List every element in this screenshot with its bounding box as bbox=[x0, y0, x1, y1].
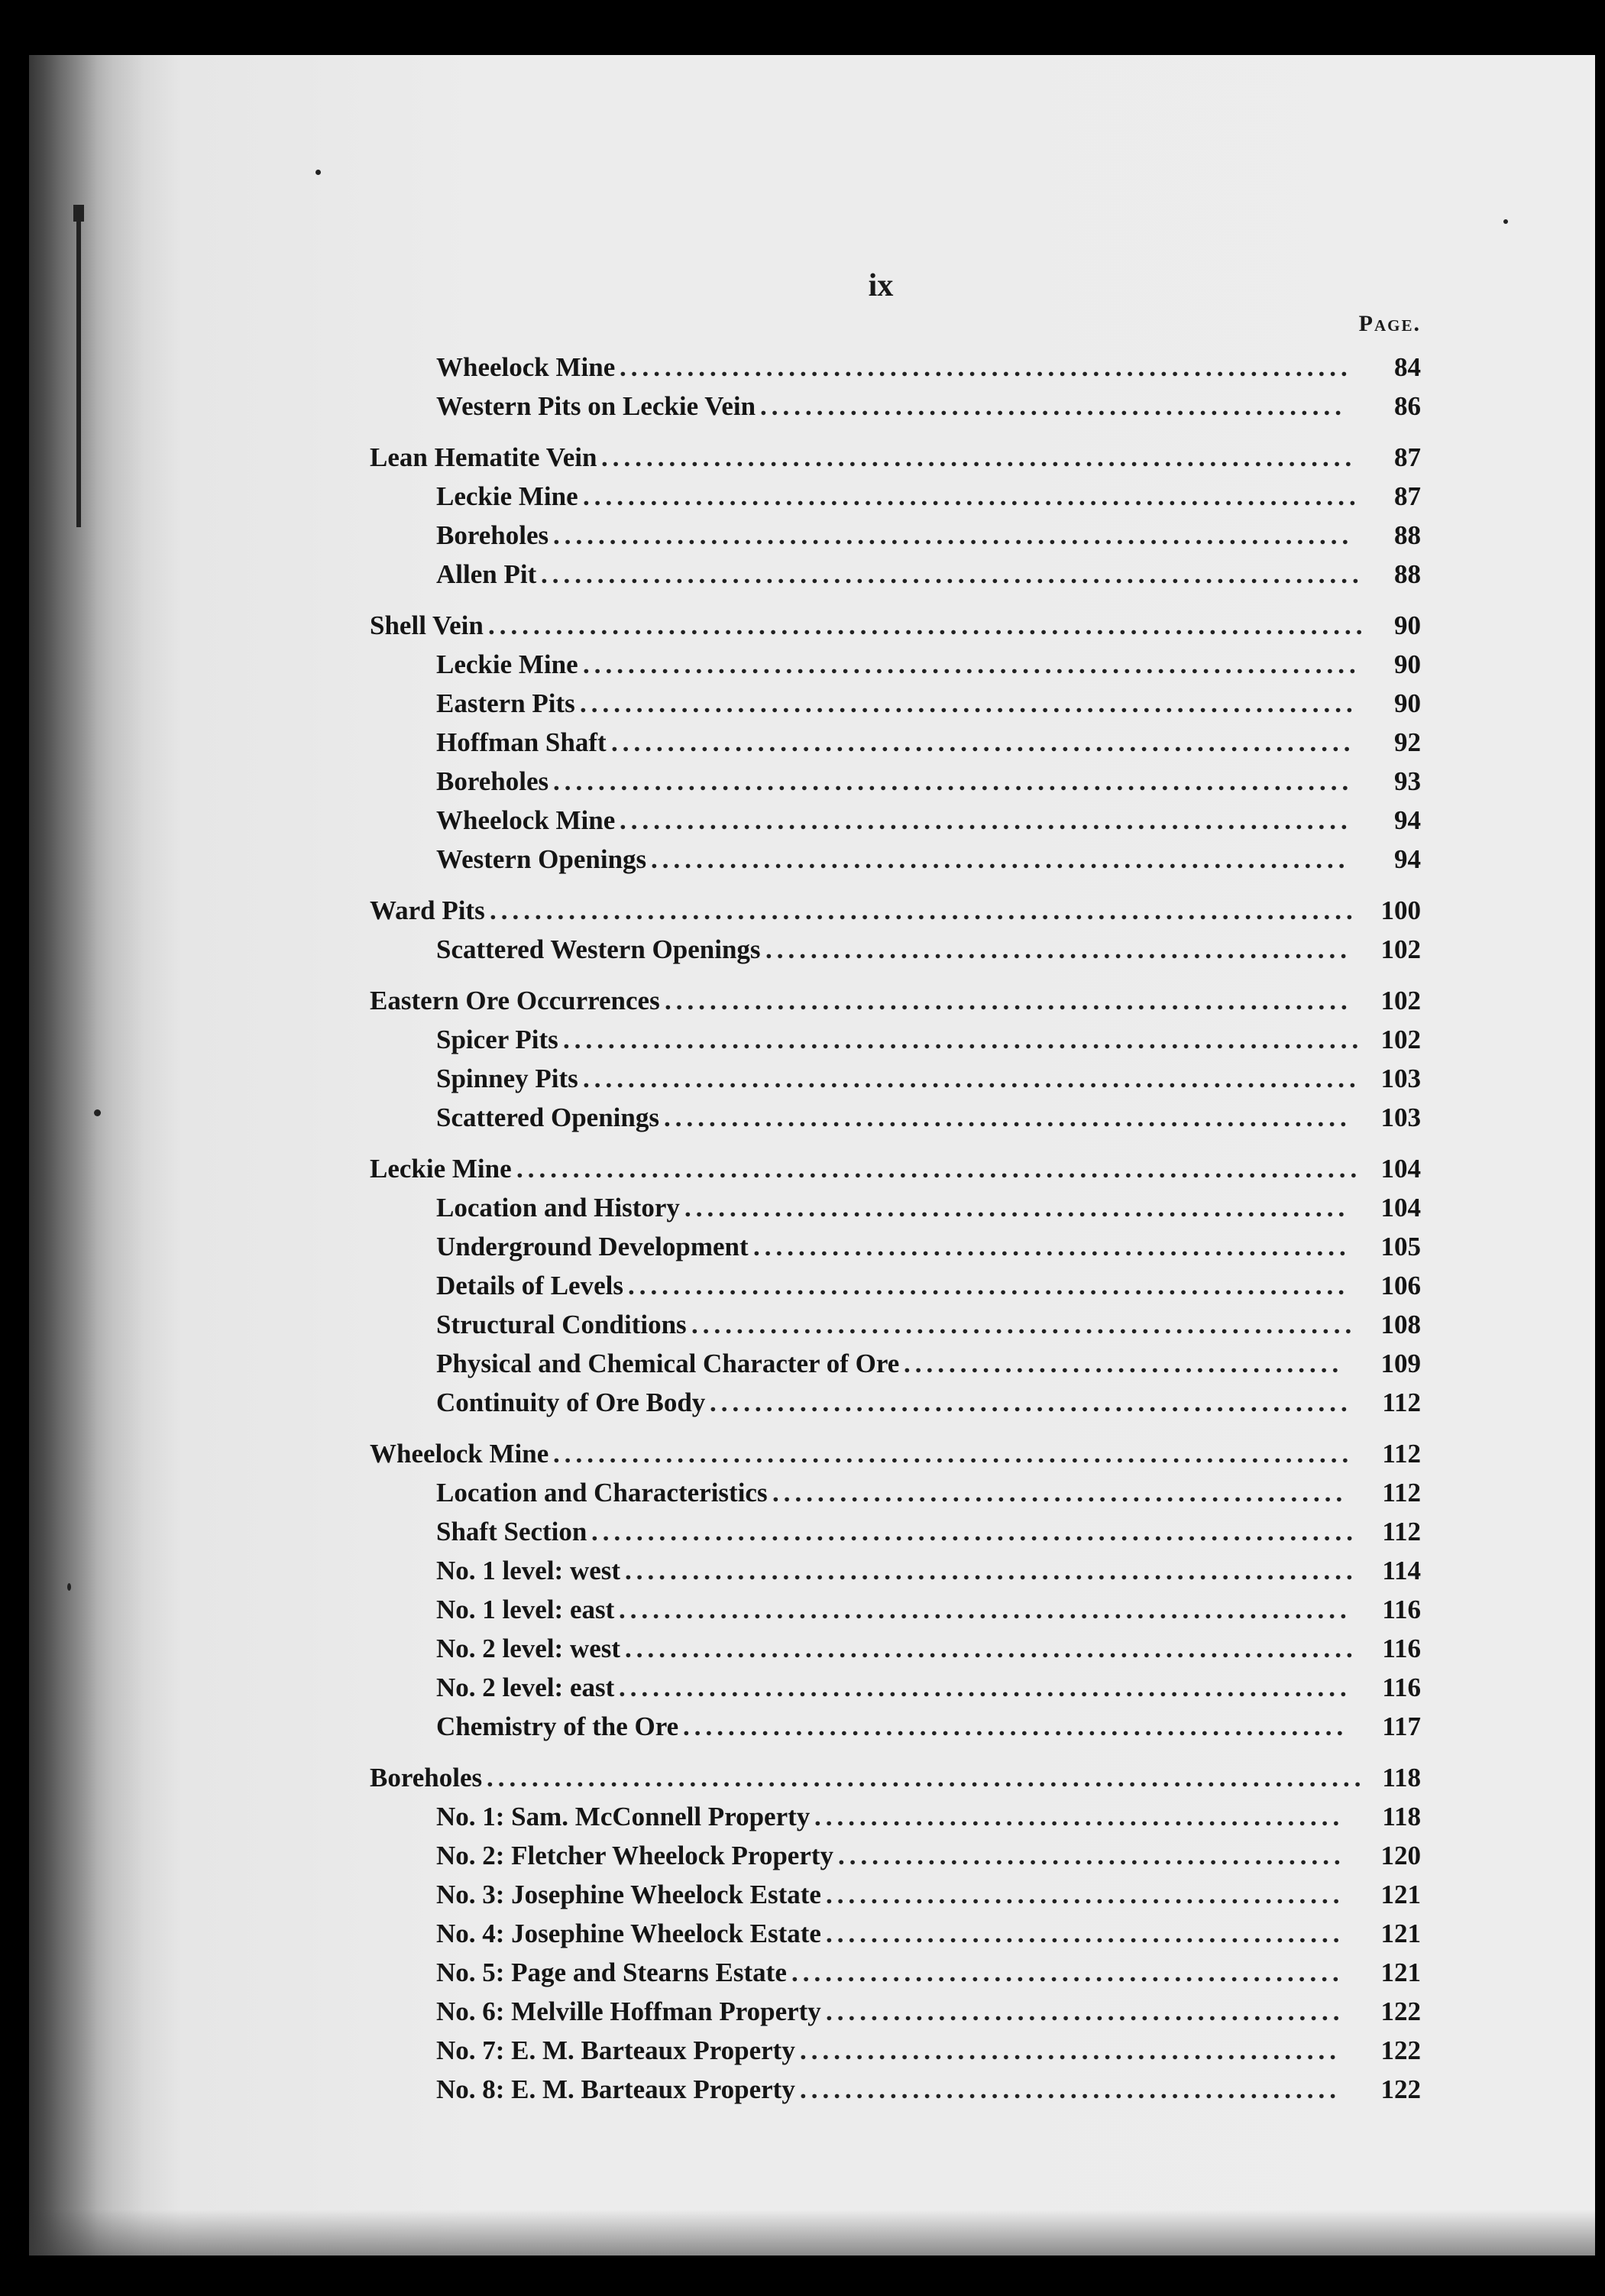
toc-entry bbox=[29, 1473, 1595, 1512]
toc-entry-title: Wheelock Mine bbox=[370, 1439, 549, 1469]
table-of-contents bbox=[29, 348, 1595, 2109]
toc-entry bbox=[29, 477, 1595, 516]
toc-entry-title: Chemistry of the Ore bbox=[436, 1711, 679, 1741]
toc-leader-dots: ........................................................... bbox=[684, 1193, 1350, 1222]
toc-leader-dots: ..................................................................... bbox=[580, 688, 1357, 718]
toc-entry-page: 88 bbox=[1394, 520, 1421, 550]
toc-entry-page: 116 bbox=[1382, 1673, 1421, 1702]
toc-leader-dots: .................................................................. bbox=[611, 727, 1355, 757]
toc-entry bbox=[29, 1188, 1595, 1227]
toc-entry bbox=[29, 1149, 1595, 1188]
spine-mark bbox=[73, 205, 84, 222]
toc-leader-dots: ..................................................... bbox=[753, 1232, 1351, 1261]
toc-entry-page: 121 bbox=[1380, 1919, 1421, 1948]
toc-leader-dots: ................................................................. bbox=[619, 1595, 1351, 1624]
toc-entry-title: Scattered Openings bbox=[436, 1103, 659, 1132]
toc-entry bbox=[29, 801, 1595, 840]
toc-entry-page: 87 bbox=[1394, 481, 1421, 511]
toc-entry bbox=[29, 1629, 1595, 1668]
toc-leader-dots: ............................................................. bbox=[665, 986, 1352, 1015]
toc-entry bbox=[29, 1383, 1595, 1422]
toc-entry bbox=[29, 1098, 1595, 1137]
toc-entry-title: Location and History bbox=[436, 1193, 680, 1222]
toc-entry bbox=[29, 1059, 1595, 1098]
toc-entry-title: No. 1 level: east bbox=[436, 1595, 615, 1624]
toc-entry-page: 84 bbox=[1394, 352, 1421, 382]
toc-leader-dots: ................................................. bbox=[791, 1958, 1344, 1987]
toc-entry-title: Shell Vein bbox=[370, 610, 484, 640]
toc-entry-title: Eastern Pits bbox=[436, 688, 575, 718]
toc-entry-title: Boreholes bbox=[436, 520, 549, 550]
toc-entry bbox=[29, 840, 1595, 879]
toc-entry bbox=[29, 1434, 1595, 1473]
toc-entry-title: No. 1: Sam. McConnell Property bbox=[436, 1802, 811, 1831]
toc-leader-dots: ............................................................................. bbox=[490, 895, 1357, 925]
toc-entry bbox=[29, 438, 1595, 477]
toc-entry-title: Location and Characteristics bbox=[436, 1478, 768, 1507]
toc-entry-page: 117 bbox=[1382, 1711, 1421, 1741]
toc-entry-title: Allen Pit bbox=[436, 559, 537, 589]
toc-leader-dots: .............................................................. bbox=[651, 844, 1350, 874]
toc-entry-title: Underground Development bbox=[436, 1232, 749, 1261]
toc-entry-title: Wheelock Mine bbox=[436, 805, 616, 835]
toc-entry-title: Shaft Section bbox=[436, 1517, 587, 1546]
toc-entry-title: Leckie Mine bbox=[370, 1154, 512, 1184]
toc-entry-page: 108 bbox=[1380, 1310, 1421, 1339]
toc-entry bbox=[29, 1590, 1595, 1629]
toc-entry-title: No. 5: Page and Stearns Estate bbox=[436, 1958, 787, 1987]
toc-entry-title: No. 3: Josephine Wheelock Estate bbox=[436, 1880, 821, 1909]
toc-entry-page: 116 bbox=[1382, 1595, 1421, 1624]
toc-entry-page: 106 bbox=[1380, 1271, 1421, 1300]
toc-entry bbox=[29, 1758, 1595, 1797]
toc-leader-dots: ................................................................... bbox=[601, 442, 1357, 472]
toc-entry-title: Scattered Western Openings bbox=[436, 934, 761, 964]
toc-leader-dots: .............................................. bbox=[826, 1919, 1345, 1948]
toc-entry bbox=[29, 762, 1595, 801]
toc-entry-page: 92 bbox=[1394, 727, 1421, 757]
toc-entry-title: Spinney Pits bbox=[436, 1064, 578, 1093]
toc-entry-title: Continuity of Ore Body bbox=[436, 1388, 706, 1417]
toc-leader-dots: ............................................... bbox=[814, 1802, 1345, 1831]
toc-entry bbox=[29, 1344, 1595, 1383]
page-number: ix bbox=[868, 268, 894, 303]
toc-leader-dots: ....................................................................... bbox=[553, 766, 1354, 796]
toc-entry-title: No. 6: Melville Hoffman Property bbox=[436, 1996, 821, 2026]
toc-leader-dots: ......................................................... bbox=[710, 1388, 1352, 1417]
toc-entry-title: Structural Conditions bbox=[436, 1310, 687, 1339]
toc-entry-title: Hoffman Shaft bbox=[436, 727, 607, 757]
toc-leader-dots: ........................................................... bbox=[691, 1310, 1357, 1339]
toc-leader-dots: ................................................................. bbox=[620, 352, 1352, 382]
toc-entry-title: Lean Hematite Vein bbox=[370, 442, 597, 472]
toc-entry bbox=[29, 516, 1595, 555]
toc-leader-dots: ................................................................. bbox=[625, 1556, 1357, 1585]
toc-leader-dots: ................................................... bbox=[772, 1478, 1348, 1507]
toc-entry bbox=[29, 645, 1595, 684]
toc-entry-page: 105 bbox=[1380, 1232, 1421, 1261]
toc-entry-page: 103 bbox=[1380, 1103, 1421, 1132]
toc-entry-page: 87 bbox=[1394, 442, 1421, 472]
toc-entry bbox=[29, 1953, 1595, 1992]
toc-entry-page: 93 bbox=[1394, 766, 1421, 796]
toc-entry bbox=[29, 1020, 1595, 1059]
toc-entry-page: 122 bbox=[1380, 2035, 1421, 2065]
toc-leader-dots: .............................................................................. bbox=[488, 610, 1367, 640]
toc-entry-page: 90 bbox=[1394, 610, 1421, 640]
toc-entry bbox=[29, 1266, 1595, 1305]
toc-leader-dots: ..................................................................... bbox=[583, 649, 1361, 679]
page-column-heading: Page. bbox=[1358, 311, 1421, 336]
scan-speck bbox=[1503, 219, 1508, 224]
toc-leader-dots: .............................................................................. bbox=[487, 1763, 1366, 1792]
toc-leader-dots: ................................................................ bbox=[628, 1271, 1349, 1300]
toc-entry bbox=[29, 1797, 1595, 1836]
toc-entry bbox=[29, 684, 1595, 723]
toc-leader-dots: ................................................ bbox=[800, 2035, 1341, 2065]
toc-entry-page: 86 bbox=[1394, 391, 1421, 421]
toc-entry bbox=[29, 723, 1595, 762]
toc-entry bbox=[29, 981, 1595, 1020]
toc-entry-page: 112 bbox=[1382, 1439, 1421, 1469]
toc-entry bbox=[29, 891, 1595, 930]
toc-entry bbox=[29, 1668, 1595, 1707]
toc-entry-title: No. 8: E. M. Barteaux Property bbox=[436, 2074, 795, 2104]
toc-entry-title: Western Pits on Leckie Vein bbox=[436, 391, 756, 421]
toc-entry-title: No. 7: E. M. Barteaux Property bbox=[436, 2035, 795, 2065]
toc-entry bbox=[29, 1227, 1595, 1266]
toc-entry bbox=[29, 348, 1595, 387]
toc-entry bbox=[29, 1707, 1595, 1746]
toc-leader-dots: ....................................................................... bbox=[553, 1439, 1354, 1469]
toc-entry-page: 103 bbox=[1380, 1064, 1421, 1093]
toc-entry bbox=[29, 1914, 1595, 1953]
toc-entry-page: 102 bbox=[1380, 986, 1421, 1015]
toc-entry-title: Eastern Ore Occurrences bbox=[370, 986, 660, 1015]
toc-entry-page: 120 bbox=[1380, 1841, 1421, 1870]
toc-entry bbox=[29, 387, 1595, 426]
toc-entry bbox=[29, 1305, 1595, 1344]
toc-leader-dots: ............................................. bbox=[838, 1841, 1345, 1870]
toc-entry bbox=[29, 1992, 1595, 2031]
toc-entry bbox=[29, 555, 1595, 594]
toc-entry-page: 121 bbox=[1380, 1958, 1421, 1987]
scan-speck bbox=[315, 170, 321, 175]
toc-entry-page: 112 bbox=[1382, 1388, 1421, 1417]
toc-entry-page: 104 bbox=[1380, 1154, 1421, 1184]
toc-entry-title: No. 1 level: west bbox=[436, 1556, 621, 1585]
toc-entry-title: Western Openings bbox=[436, 844, 647, 874]
toc-entry-page: 90 bbox=[1394, 688, 1421, 718]
toc-leader-dots: ..................................................................... bbox=[583, 1064, 1361, 1093]
toc-entry-title: Spicer Pits bbox=[436, 1025, 558, 1054]
toc-entry-page: 121 bbox=[1380, 1880, 1421, 1909]
toc-leader-dots: ....................................................................... bbox=[553, 520, 1354, 550]
toc-entry bbox=[29, 606, 1595, 645]
toc-leader-dots: ............................................................. bbox=[664, 1103, 1351, 1132]
toc-entry-page: 100 bbox=[1380, 895, 1421, 925]
toc-leader-dots: ..................................................................... bbox=[583, 481, 1361, 511]
toc-leader-dots: ................................................................. bbox=[620, 805, 1352, 835]
toc-leader-dots: ....................................................................... bbox=[563, 1025, 1364, 1054]
toc-leader-dots: .............................................. bbox=[826, 1880, 1345, 1909]
toc-entry-page: 94 bbox=[1394, 844, 1421, 874]
book-page bbox=[29, 55, 1595, 2256]
toc-entry-page: 104 bbox=[1380, 1193, 1421, 1222]
toc-entry-page: 102 bbox=[1380, 1025, 1421, 1054]
toc-leader-dots: .................................................... bbox=[760, 391, 1346, 421]
toc-entry-title: Boreholes bbox=[370, 1763, 483, 1792]
toc-entry-page: 90 bbox=[1394, 649, 1421, 679]
toc-entry-title: Leckie Mine bbox=[436, 481, 578, 511]
toc-entry-title: Ward Pits bbox=[370, 895, 485, 925]
toc-entry-page: 88 bbox=[1394, 559, 1421, 589]
toc-leader-dots: .................................................................... bbox=[591, 1517, 1357, 1546]
toc-leader-dots: .............................................. bbox=[826, 1996, 1345, 2026]
toc-entry-page: 114 bbox=[1382, 1556, 1421, 1585]
toc-entry-title: No. 2 level: east bbox=[436, 1673, 615, 1702]
toc-entry bbox=[29, 1836, 1595, 1875]
toc-entry bbox=[29, 1875, 1595, 1914]
toc-entry-title: Physical and Chemical Character of Ore bbox=[436, 1349, 900, 1378]
toc-entry-title: Boreholes bbox=[436, 766, 549, 796]
toc-entry-page: 122 bbox=[1380, 1996, 1421, 2026]
toc-entry-page: 118 bbox=[1382, 1802, 1421, 1831]
toc-entry-title: No. 4: Josephine Wheelock Estate bbox=[436, 1919, 821, 1948]
toc-entry bbox=[29, 1512, 1595, 1551]
toc-leader-dots: ................................................ bbox=[800, 2074, 1341, 2104]
toc-entry-page: 109 bbox=[1380, 1349, 1421, 1378]
toc-entry-page: 116 bbox=[1382, 1634, 1421, 1663]
toc-entry-title: Wheelock Mine bbox=[436, 352, 616, 382]
toc-entry bbox=[29, 930, 1595, 969]
toc-leader-dots: .................................................... bbox=[765, 934, 1351, 964]
toc-entry-page: 112 bbox=[1382, 1517, 1421, 1546]
toc-entry-title: Leckie Mine bbox=[436, 649, 578, 679]
toc-entry-page: 122 bbox=[1380, 2074, 1421, 2104]
toc-entry bbox=[29, 2070, 1595, 2109]
toc-entry bbox=[29, 1551, 1595, 1590]
toc-leader-dots: ......................................................................... bbox=[541, 559, 1364, 589]
toc-leader-dots: ....................................... bbox=[904, 1349, 1344, 1378]
toc-leader-dots: ................................................................. bbox=[619, 1673, 1351, 1702]
toc-entry-page: 94 bbox=[1394, 805, 1421, 835]
toc-entry-page: 118 bbox=[1382, 1763, 1421, 1792]
toc-entry bbox=[29, 2031, 1595, 2070]
toc-leader-dots: ........................................................... bbox=[683, 1711, 1348, 1741]
toc-leader-dots: ........................................................................... bbox=[516, 1154, 1362, 1184]
toc-entry-title: No. 2 level: west bbox=[436, 1634, 621, 1663]
toc-entry-page: 112 bbox=[1382, 1478, 1421, 1507]
toc-leader-dots: ................................................................. bbox=[625, 1634, 1357, 1663]
page-bottom-edge bbox=[29, 2210, 1595, 2256]
toc-entry-title: Details of Levels bbox=[436, 1271, 623, 1300]
toc-entry-title: No. 2: Fletcher Wheelock Property bbox=[436, 1841, 834, 1870]
toc-entry-page: 102 bbox=[1380, 934, 1421, 964]
